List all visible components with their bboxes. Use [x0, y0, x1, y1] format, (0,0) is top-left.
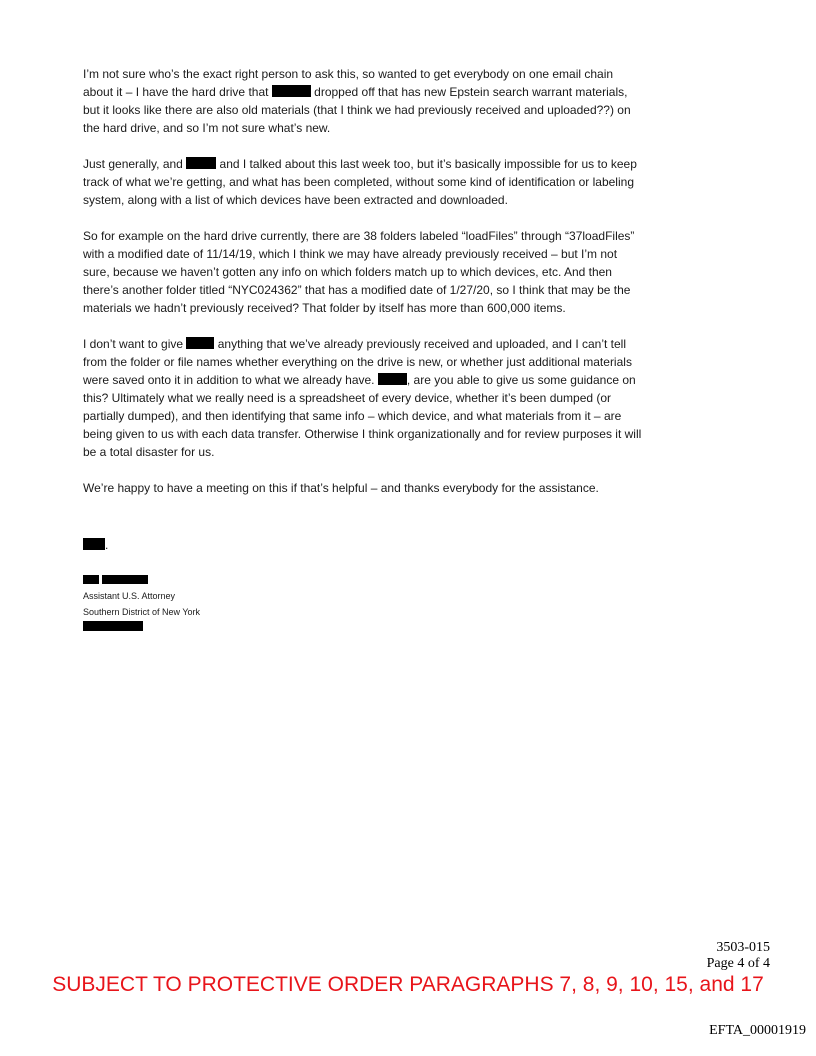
- redaction-box: [102, 575, 148, 584]
- paragraph-5: We’re happy to have a meeting on this if that’s helpful – and thanks everybody for the assistance.: [83, 481, 599, 495]
- redaction-box: [272, 85, 311, 97]
- paragraph-1: [83, 65, 643, 137]
- signature-line: [83, 536, 108, 554]
- protective-order-notice: SUBJECT TO PROTECTIVE ORDER PARAGRAPHS 7, 8, 9, 10, 15, and 17: [52, 973, 764, 996]
- signature-name-row: [83, 573, 200, 585]
- paragraph-1-text-b: dropped off that has new Epstein search warrant materials, but it looks like there are also old materials (that I think we had previously received and uploaded??) on the hard drive, and so I’m not sure what’s new.: [83, 85, 631, 135]
- paragraph-4-text-a: I don’t want to give: [83, 337, 184, 351]
- paragraph-1-text-a: I’m not sure who’s the exact right person to ask this, so wanted to get everybody on one email chain about it – I have the hard drive that: [83, 67, 614, 99]
- redaction-box: [378, 373, 407, 385]
- paragraph-4-text-b: anything that we’ve already previously received and uploaded, and I can’t tell from the folder or file names whether everything on the drive is new, or whether just additional materials were saved onto it in addition to what we already have.: [83, 337, 632, 387]
- redaction-box: [83, 575, 99, 584]
- bates-block: [707, 940, 770, 972]
- page-number: Page 4 of 4: [706, 956, 770, 971]
- paragraph-4-text-c: , are you able to give us some guidance on this? Ultimately what we really need is a spreadsheet of every device, whether it’s been dumped (or partially dumped), and then identifying that same info – which device, and what materials from it – are being given to us with each data transfer. Otherwise I think organizationally and for review purposes it will be a total disaster for us.: [83, 373, 642, 459]
- paragraph-2-text-a: Just generally, and: [83, 157, 183, 171]
- signature-contact-row: [83, 620, 200, 632]
- signature-trail: .: [105, 538, 109, 552]
- signature-title: Assistant U.S. Attorney: [83, 591, 176, 601]
- paragraph-2-text-b: and I talked about this last week too, but it’s basically impossible for us to keep track of what we’re getting, and what has been completed, without some kind of identification or labeling system, along with a list of which devices have been extracted and downloaded.: [83, 157, 637, 207]
- email-body: [83, 65, 643, 515]
- redaction-box: [83, 538, 105, 550]
- redaction-box: [186, 337, 214, 349]
- paragraph-2: [83, 155, 643, 209]
- signature-office: Southern District of New York: [83, 607, 201, 617]
- redaction-box: [83, 621, 143, 631]
- paragraph-4: [83, 335, 643, 461]
- efta-number: EFTA_00001919: [709, 1023, 806, 1038]
- bates-number: 3503-015: [716, 940, 770, 955]
- signature-block: [83, 573, 200, 632]
- redaction-box: [186, 157, 216, 169]
- paragraph-3: So for example on the hard drive currently, there are 38 folders labeled “loadFiles” through “37loadFiles” with a modified date of 11/14/19, which I think we may have already previously received – but I’m not sure, because we haven’t gotten any info on which folders match up to which devices, etc. And then there’s another folder titled “NYC024362” that has a modified date of 1/27/20, so I think that may be the materials we hadn’t previously received? That folder by itself has more than 600,000 items.: [83, 229, 635, 315]
